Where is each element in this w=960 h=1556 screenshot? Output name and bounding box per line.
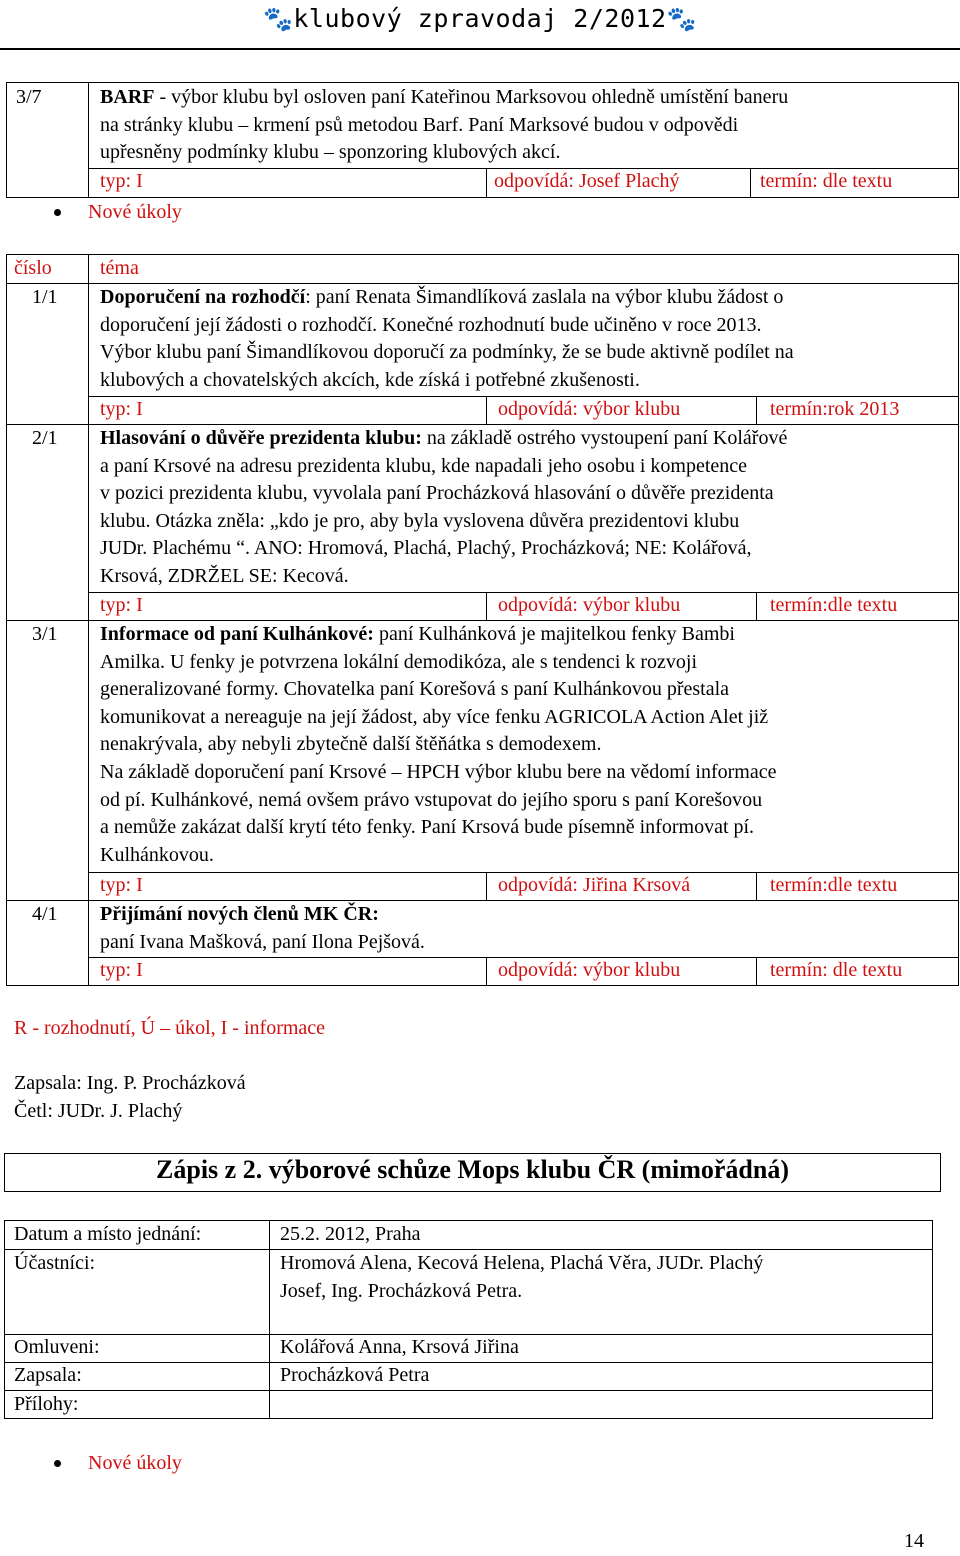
omluveni-value: Kolářová Anna, Krsová Jiřina bbox=[280, 1336, 519, 1358]
ucastnici-label: Účastníci: bbox=[14, 1252, 96, 1274]
row-text: Doporučení na rozhodčí: paní Renata Šimandlíková zaslala na výbor klubu žádost o doporučení její žádosti o rozhodčí. Konečné rozhodnutí bude učiněno v roce 2013. Výbor klubu paní Šimandlíkovou doporučí za podmínky, že se bude aktivně podílet na klubových a chovatelských akcích, kde získá i potřebné zkušenosti. bbox=[100, 286, 794, 391]
odpovida-field: odpovídá: výbor klubu bbox=[498, 594, 681, 616]
bullet-icon bbox=[54, 1460, 61, 1467]
prilohy-label: Přílohy: bbox=[14, 1393, 79, 1415]
row-number: 2/1 bbox=[32, 427, 58, 449]
termin-field: termín: dle textu bbox=[770, 959, 903, 981]
ucastnici-value-1: Hromová Alena, Kecová Helena, Plachá Věra, JUDr. Plachý bbox=[280, 1252, 764, 1274]
odpovida-field: odpovídá: Josef Plachý bbox=[494, 170, 680, 192]
typ-field: typ: I bbox=[100, 594, 143, 616]
odpovida-field: odpovídá: výbor klubu bbox=[498, 398, 681, 420]
row-title: Informace od paní Kulhánkové: bbox=[100, 623, 374, 645]
termin-field: termín:rok 2013 bbox=[770, 398, 900, 420]
paw-icon: 🐾 bbox=[666, 5, 697, 33]
paw-icon: 🐾 bbox=[262, 5, 294, 33]
nove-ukoly-heading: Nové úkoly bbox=[88, 1452, 182, 1474]
row-line: upřesněny podmínky klubu – sponzoring klubových akcí. bbox=[100, 141, 561, 164]
omluveni-label: Omluveni: bbox=[14, 1336, 100, 1358]
datum-label: Datum a místo jednání: bbox=[14, 1223, 202, 1245]
zapsala-value: Procházková Petra bbox=[280, 1364, 430, 1386]
datum-value: 25.2. 2012, Praha bbox=[280, 1223, 421, 1245]
row-text: Hlasování o důvěře prezidenta klubu: na základě ostrého vystoupení paní Kolářové a paní Krsové na adresu prezidenta klubu, kde napadali jeho osobu i kompetence v pozici prezidenta klubu, vyvolala paní Procházková hlasování o důvěře prezidenta klubu. Otázka zněla: „kdo je pro, aby byla vyslovena důvěra prezidentovi klubu JUDr. Plachému “. ANO: Hromová, Plachá, Plachý, Procházková; NE: Kolářová, Krsová, ZDRŽEL SE: Kecová. bbox=[100, 427, 788, 587]
column-header-cislo: číslo bbox=[14, 257, 52, 279]
termin-field: termín: dle textu bbox=[760, 170, 893, 192]
termin-field: termín:dle textu bbox=[770, 874, 898, 896]
typ-field: typ: I bbox=[100, 959, 143, 981]
typ-field: typ: I bbox=[100, 398, 143, 420]
page-number: 14 bbox=[904, 1530, 924, 1552]
row-number: 3/7 bbox=[16, 86, 42, 108]
odpovida-field: odpovídá: Jiřina Krsová bbox=[498, 874, 691, 896]
column-header-tema: téma bbox=[100, 257, 139, 279]
bullet-icon bbox=[54, 209, 61, 216]
zapsala-line: Zapsala: Ing. P. Procházková bbox=[14, 1072, 246, 1094]
cetl-line: Četl: JUDr. J. Plachý bbox=[14, 1100, 183, 1122]
header-rule bbox=[0, 48, 960, 50]
nove-ukoly-heading: Nové úkoly bbox=[88, 201, 182, 223]
row-title: Přijímání nových členů MK ČR: bbox=[100, 903, 379, 925]
ucastnici-value-2: Josef, Ing. Procházková Petra. bbox=[280, 1280, 523, 1302]
row-line: na stránky klubu – krmení psů metodou Barf. Paní Marksové budou v odpovědi bbox=[100, 113, 739, 136]
row-title: Hlasování o důvěře prezidenta klubu: bbox=[100, 427, 422, 449]
newsletter-title bbox=[0, 4, 960, 33]
typ-field: typ: I bbox=[100, 874, 143, 896]
section-title: Zápis z 2. výborové schůze Mops klubu ČR (mimořádná) bbox=[156, 1155, 789, 1184]
row-title: Doporučení na rozhodčí bbox=[100, 286, 306, 308]
row-line-1-rest: - výbor klubu byl osloven paní Kateřinou Marksovou ohledně umístění baneru bbox=[154, 86, 789, 108]
zapsala-label: Zapsala: bbox=[14, 1364, 82, 1386]
row-line bbox=[100, 84, 950, 112]
row-number: 4/1 bbox=[32, 903, 58, 925]
termin-field: termín:dle textu bbox=[770, 594, 898, 616]
row-text bbox=[100, 84, 950, 167]
row-number: 1/1 bbox=[32, 286, 58, 308]
odpovida-field: odpovídá: výbor klubu bbox=[498, 959, 681, 981]
typ-field: typ: I bbox=[100, 170, 143, 192]
row-text: Informace od paní Kulhánkové: paní Kulhánková je majitelkou fenky Bambi Amilka. U fenky je potvrzena lokální demodikóza, ale s tendenci k rozvoji generalizované formy. Chovatelka paní Korešová s paní Kulhánkovou přestala komunikovat a nereaguje na její žádost, aby více fenku AGRICOLA Action Alet již nenakrývala, aby nebyli zbytečně další štěňátka s demodexem. Na základě doporučení paní Krsové – HPCH výbor klubu bere na vědomí informace od pí. Kulhánkové, nemá ovšem právo vstupovat do jejího sporu s paní Korešovou a nemůže zakázat další krytí této fenky. Paní Krsová bude písemně informovat pí. Kulhánkovou. bbox=[100, 623, 777, 866]
row-text: Přijímání nových členů MK ČR: paní Ivana Mašková, paní Ilona Pejšová. bbox=[100, 903, 425, 953]
row-title: BARF bbox=[100, 86, 155, 108]
newsletter-title-text: klubový zpravodaj 2/2012 bbox=[293, 4, 667, 33]
legend: R - rozhodnutí, Ú – úkol, I - informace bbox=[14, 1017, 326, 1039]
row-number: 3/1 bbox=[32, 623, 58, 645]
